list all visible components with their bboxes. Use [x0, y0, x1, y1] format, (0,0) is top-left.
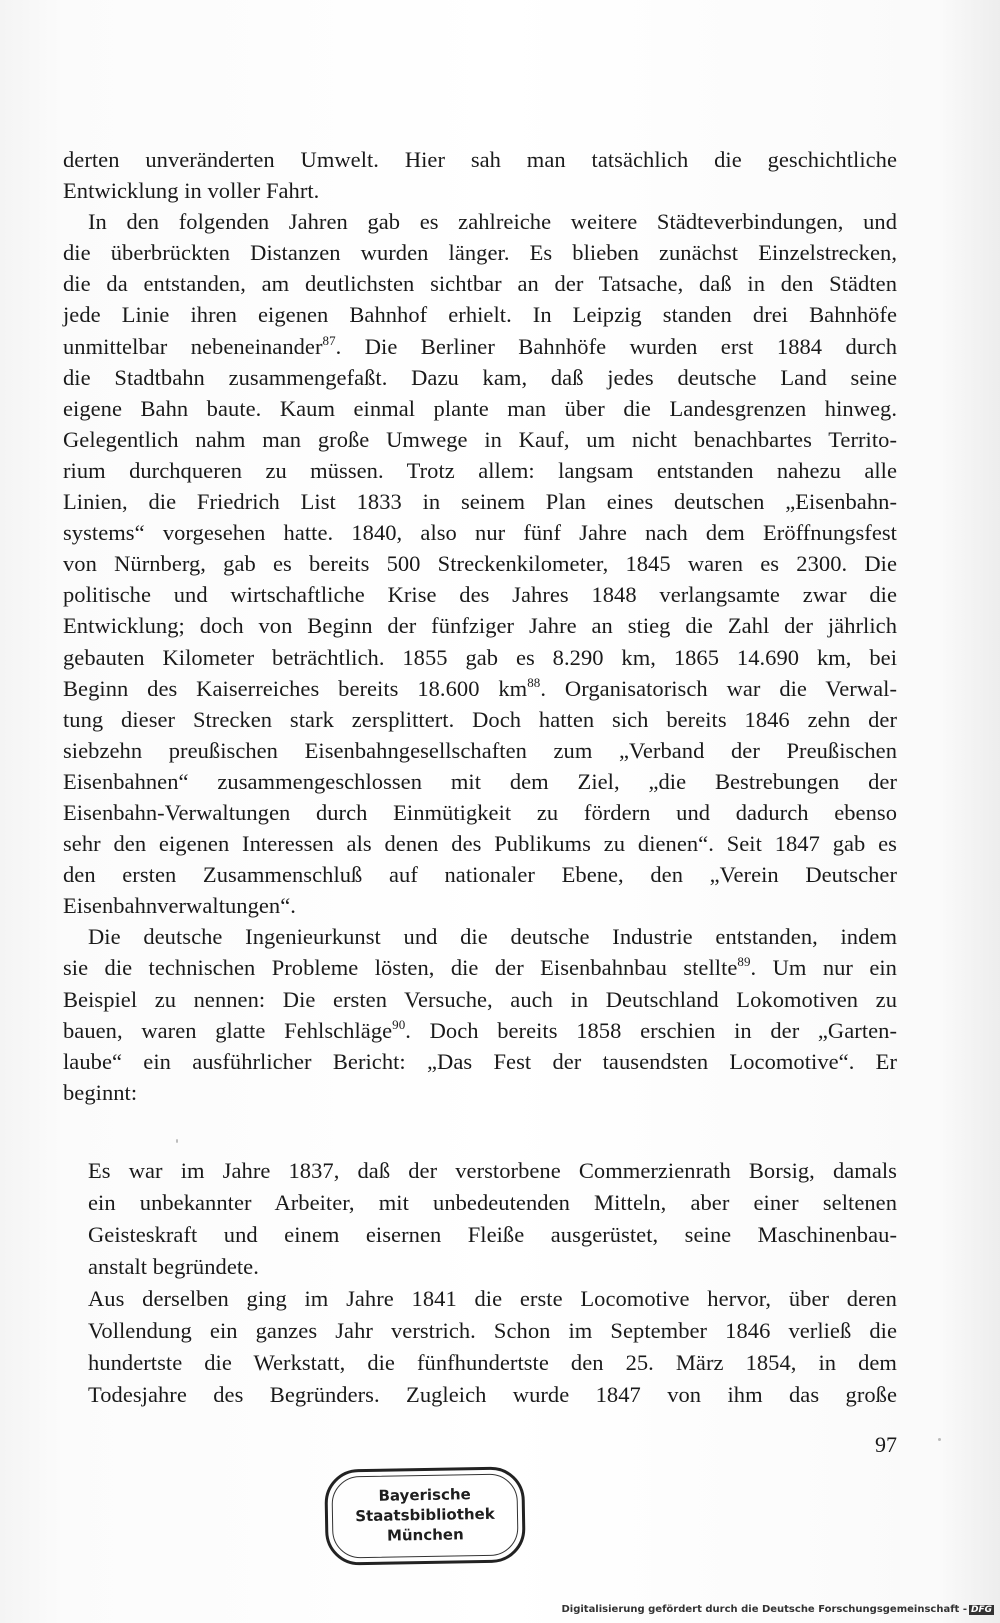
text-line: die Stadtbahn zusammengefaßt. Dazu kam, daß jedes deutsche Land seine	[63, 364, 897, 390]
digitization-footer	[561, 1604, 994, 1615]
dfg-logo: DFG	[970, 1605, 992, 1615]
text-line: Die deutsche Ingenieurkunst und die deutsche Industrie entstanden, indem	[88, 924, 897, 950]
quote-line: Vollendung ein ganzes Jahr verstrich. Schon im September 1846 verließ die	[88, 1318, 897, 1343]
text-line: systems“ vorgesehen hatte. 1840, also nur fünf Jahre nach dem Eröffnungsfest	[63, 520, 897, 546]
text-segment: Beginn des Kaiserreiches bereits 18.600 km	[63, 675, 528, 701]
quote-line: ein unbekannter Arbeiter, mit unbedeutenden Mitteln, aber einer seltenen	[88, 1190, 897, 1215]
footnote-ref: 88	[527, 674, 541, 690]
body-text	[63, 144, 897, 1108]
text-line: Eisenbahnen“ zusammengeschlossen mit dem Ziel, „die Bestrebungen der	[63, 768, 897, 794]
scan-speck	[176, 1139, 178, 1143]
quote-line: Geisteskraft und einem eisernen Fleiße ausgerüstet, seine Maschinenbau-	[88, 1222, 897, 1247]
text-line: tung dieser Strecken stark zersplittert. Doch hatten sich bereits 1846 zehn der	[63, 706, 897, 732]
page-number: 97	[875, 1432, 897, 1457]
quote-line: hundertste die Werkstatt, die fünfhundertste den 25. März 1854, in dem	[88, 1350, 897, 1375]
footnote-ref: 90	[392, 1016, 406, 1032]
text-line: Entwicklung in voller Fahrt.	[63, 178, 320, 204]
text-line: beginnt:	[63, 1079, 138, 1105]
scan-speck	[938, 1438, 941, 1441]
quote-line: anstalt begründete.	[88, 1254, 259, 1279]
footnote-ref: 89	[737, 954, 751, 970]
text-line: gebauten Kilometer beträchtlich. 1855 gab es 8.290 km, 1865 14.690 km, bei	[63, 644, 897, 670]
text-segment: sie die technischen Probleme lösten, die der Eisenbahnbau stellte	[63, 955, 738, 981]
footnote-ref: 87	[322, 332, 336, 348]
text-line: politische und wirtschaftliche Krise des Jahres 1848 verlangsamte zwar die	[63, 582, 897, 608]
text-line: Linien, die Friedrich List 1833 in seinem Plan eines deutschen „Eisenbahn-	[63, 489, 897, 515]
text-line: Gelegentlich nahm man große Umwege in Kauf, um nicht benachbartes Territo-	[63, 426, 897, 452]
text-segment: . Die Berliner Bahnhöfe wurden erst 1884 durch	[335, 333, 897, 359]
stamp-line: München	[386, 1525, 464, 1545]
stamp-line: Staatsbibliothek	[355, 1504, 495, 1526]
footer-text: Digitalisierung gefördert durch die Deutsche Forschungsgemeinschaft -	[561, 1604, 967, 1615]
text-segment: . Um nur ein	[750, 955, 897, 981]
text-line: die da entstanden, am deutlichsten sichtbar an der Tatsache, daß in den Städten	[63, 271, 897, 297]
text-line: rium durchqueren zu müssen. Trotz allem: langsam entstanden nahezu alle	[63, 457, 897, 483]
text-line: In den folgenden Jahren gab es zahlreiche weitere Städteverbindungen, und	[88, 209, 897, 235]
text-line: Eisenbahn-Verwaltungen durch Einmütigkeit zu fördern und dadurch ebenso	[63, 799, 897, 825]
text-line: die überbrückten Distanzen wurden länger. Es blieben zunächst Einzelstrecken,	[63, 240, 897, 266]
text-line	[63, 1015, 897, 1046]
text-line: Entwicklung; doch von Beginn der fünfziger Jahre an stieg die Zahl der jährlich	[63, 613, 897, 639]
library-stamp	[324, 1466, 526, 1565]
text-line: sehr den eigenen Interessen als denen des Publikums zu dienen“. Seit 1847 gab es	[63, 831, 897, 857]
quote-line: Es war im Jahre 1837, daß der verstorbene Commerzienrath Borsig, damals	[88, 1158, 897, 1183]
block-quote	[88, 1155, 897, 1411]
text-line: den ersten Zusammenschluß auf nationaler Ebene, den „Verein Deutscher	[63, 862, 897, 888]
text-segment: . Organisatorisch war die Verwal-	[540, 675, 897, 701]
text-segment: unmittelbar nebeneinander	[63, 333, 323, 359]
text-line	[63, 331, 897, 362]
text-line	[63, 952, 897, 983]
quote-line: Todesjahre des Begründers. Zugleich wurde 1847 von ihm das große	[88, 1382, 897, 1407]
text-line: Beispiel zu nennen: Die ersten Versuche, auch in Deutschland Lokomotiven zu	[63, 986, 897, 1012]
stamp-line: Bayerische	[378, 1485, 471, 1505]
text-line: jede Linie ihren eigenen Bahnhof erhielt. In Leipzig standen drei Bahnhöfe	[63, 302, 897, 328]
text-segment: bauen, waren glatte Fehlschläge	[63, 1017, 393, 1043]
stamp-text	[327, 1483, 522, 1546]
quote-line: Aus derselben ging im Jahre 1841 die erste Locomotive hervor, über deren	[88, 1286, 897, 1311]
text-segment: . Doch bereits 1858 erschien in der „Garten-	[405, 1017, 897, 1043]
text-line: eigene Bahn baute. Kaum einmal plante man über die Landesgrenzen hinweg.	[63, 395, 897, 421]
text-line: siebzehn preußischen Eisenbahngesellschaften zum „Verband der Preußischen	[63, 737, 897, 763]
text-line: derten unveränderten Umwelt. Hier sah man tatsächlich die geschichtliche	[63, 147, 897, 172]
text-line	[63, 673, 897, 704]
text-line: Eisenbahnverwaltungen“.	[63, 893, 296, 919]
text-line: von Nürnberg, gab es bereits 500 Streckenkilometer, 1845 waren es 2300. Die	[63, 551, 897, 577]
text-line: laube“ ein ausführlicher Bericht: „Das Fest der tausendsten Locomotive“. Er	[63, 1048, 897, 1074]
